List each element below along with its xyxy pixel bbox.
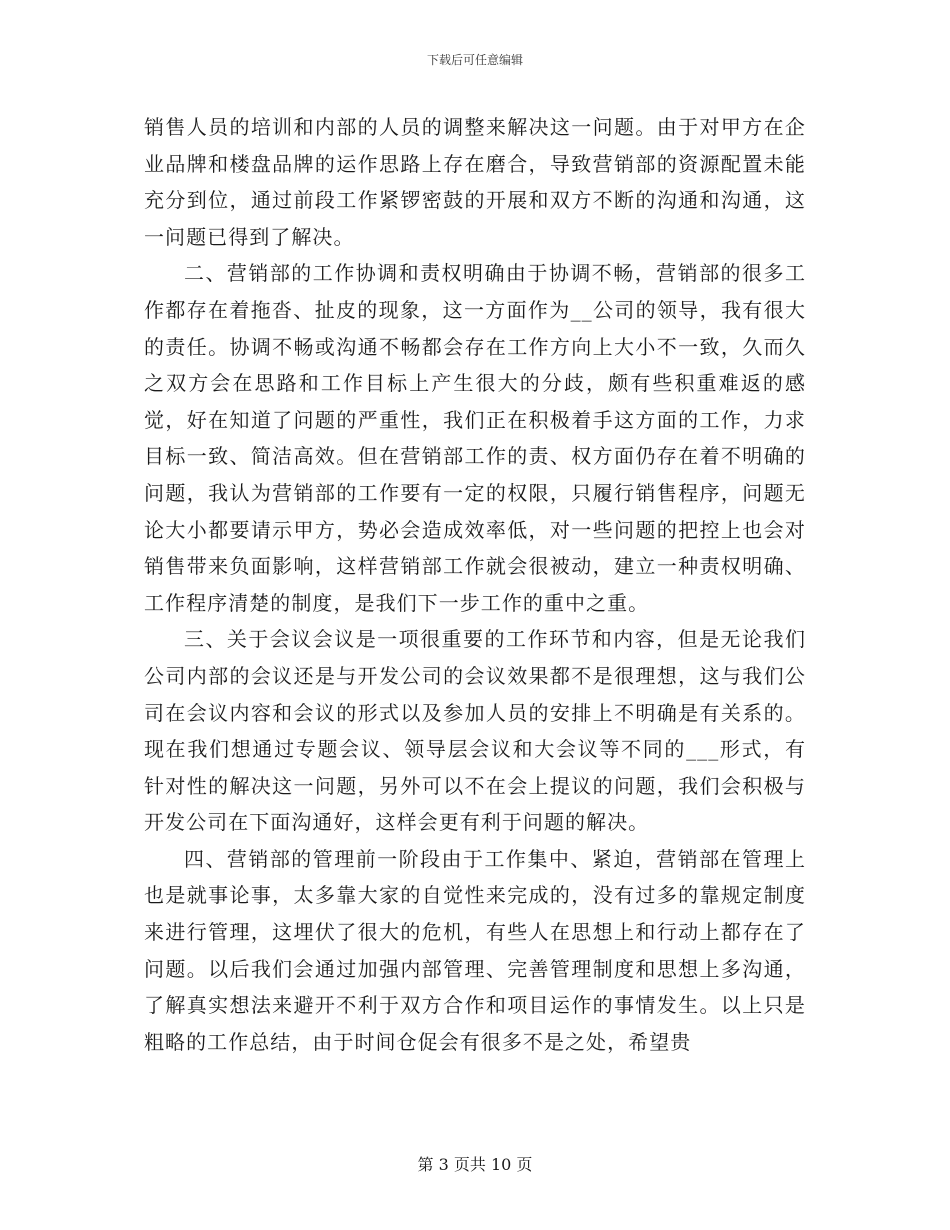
document-body <box>144 109 806 1060</box>
page-header: 下载后可任意编辑 <box>426 53 523 67</box>
page-number: 第 3 页共 10 页 <box>417 1155 533 1174</box>
paragraph-section-3: 三、关于会议会议是一项很重要的工作环节和内容，但是无论我们公司内部的会议还是与开发公司的会议效果都不是很理想，这与我们公司在会议内容和会议的形式以及参加人员的安排上不明确是有关系的。现在我们想通过专题会议、领导层会议和大会议等不同的___形式，有针对性的解决这一问题，另外可以不在会上提议的问题，我们会积极与开发公司在下面沟通好，这样会更有利于问题的解决。 <box>144 627 806 835</box>
paragraph-section-2: 二、营销部的工作协调和责权明确由于协调不畅，营销部的很多工作都存在着拖沓、扯皮的现象，这一方面作为__公司的领导，我有很大的责任。协调不畅或沟通不畅都会存在工作方向上大小不一致，久而久之双方会在思路和工作目标上产生很大的分歧，颇有些积重难返的感觉，好在知道了问题的严重性，我们正在积极着手这方面的工作，力求目标一致、简洁高效。但在营销部工作的责、权方面仍存在着不明确的问题，我认为营销部的工作要有一定的权限，只履行销售程序，问题无论大小都要请示甲方，势必会造成效率低，对一些问题的把控上也会对销售带来负面影响，这样营销部工作就会很被动，建立一种责权明确、工作程序清楚的制度，是我们下一步工作的重中之重。 <box>144 261 806 615</box>
paragraph-section-4: 四、营销部的管理前一阶段由于工作集中、紧迫，营销部在管理上也是就事论事，太多靠大家的自觉性来完成的，没有过多的靠规定制度来进行管理，这埋伏了很大的危机，有些人在思想上和行动上都存在了问题。以后我们会通过加强内部管理、完善管理制度和思想上多沟通，了解真实想法来避开不利于双方合作和项目运作的事情发生。以上只是粗略的工作总结，由于时间仓促会有很多不是之处，希望贵 <box>144 846 806 1054</box>
paragraph-continued: 销售人员的培训和内部的人员的调整来解决这一问题。由于对甲方在企业品牌和楼盘品牌的运作思路上存在磨合，导致营销部的资源配置未能充分到位，通过前段工作紧锣密鼓的开展和双方不断的沟通和沟通，这一问题已得到了解决。 <box>144 115 806 249</box>
